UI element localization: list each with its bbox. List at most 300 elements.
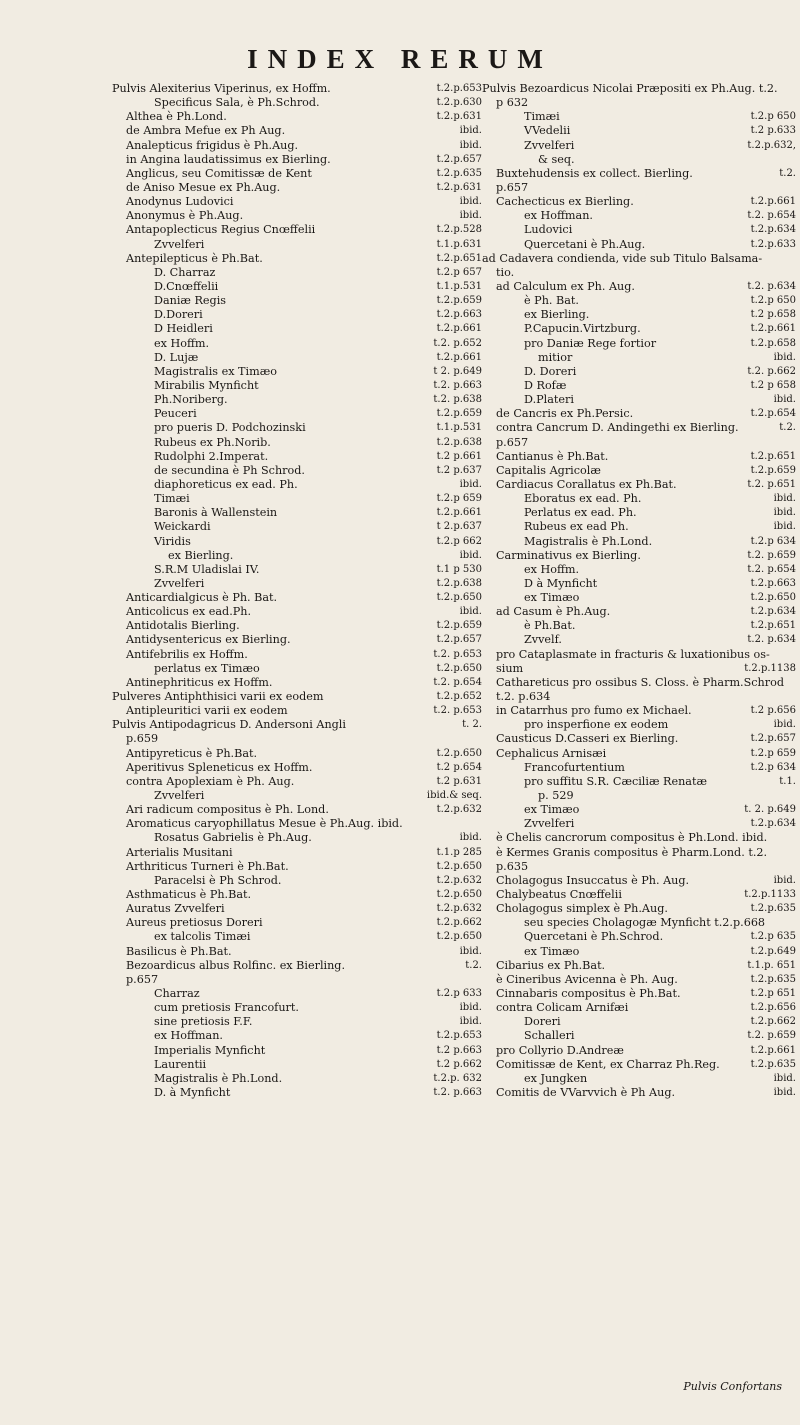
entry-reference: t.2.p 650 bbox=[750, 295, 796, 307]
index-entry bbox=[482, 874, 796, 888]
entry-reference: ibid. bbox=[459, 606, 482, 618]
entry-text: de secundina è Ph Schrod. bbox=[154, 463, 305, 477]
entry-text: Anticardialgicus è Ph. Bat. bbox=[126, 591, 278, 605]
entry-reference: t.2.p.630 bbox=[436, 97, 482, 109]
entry-reference: t.2.p.1138 bbox=[744, 662, 796, 674]
entry-text: Rudolphi 2.Imperat. bbox=[154, 449, 269, 463]
index-entry bbox=[482, 803, 796, 817]
entry-text: Anticolicus ex ead.Ph. bbox=[126, 605, 252, 619]
entry-reference: ibid. bbox=[773, 351, 796, 363]
entry-text: D. à Mynficht bbox=[154, 1085, 231, 1099]
index-entry bbox=[482, 322, 796, 336]
entry-reference: ibid. bbox=[459, 1016, 482, 1028]
index-entry bbox=[482, 846, 796, 860]
entry-text: ex Hoffman. bbox=[154, 1029, 223, 1043]
entry-reference: t.1 p 530 bbox=[436, 563, 482, 575]
entry-text: diaphoreticus ex ead. Ph. bbox=[154, 477, 298, 491]
entry-reference: t.2.p.651 bbox=[750, 450, 796, 462]
entry-text: p.657 bbox=[126, 972, 159, 986]
entry-reference: t.2 p.656 bbox=[750, 705, 796, 717]
entry-text: p 632 bbox=[496, 96, 529, 110]
index-entry bbox=[112, 379, 482, 393]
index-entry bbox=[482, 280, 796, 294]
entry-text: Zvvelferi bbox=[154, 576, 205, 590]
entry-text: perlatus ex Timæo bbox=[154, 661, 260, 675]
entry-reference: t.2.p.659 bbox=[436, 620, 482, 632]
entry-reference: ibid. bbox=[773, 394, 796, 406]
entry-text: mitior bbox=[538, 350, 573, 364]
entry-reference: t.2.p 659 bbox=[436, 493, 482, 505]
entry-reference: ibid. bbox=[459, 210, 482, 222]
index-entry bbox=[112, 1015, 482, 1029]
entry-reference: t.2.p 659 bbox=[750, 747, 796, 759]
right-column bbox=[482, 82, 796, 1100]
entry-reference: t.2.p 662 bbox=[436, 535, 482, 547]
entry-text: Capitalis Agricolæ bbox=[496, 463, 601, 477]
entry-reference: ibid. bbox=[459, 139, 482, 151]
entry-text: ex Hoffman. bbox=[524, 209, 593, 223]
entry-text: Zvvelf. bbox=[524, 633, 562, 647]
entry-text: Magistralis è Ph.Lond. bbox=[154, 1071, 283, 1085]
entry-text: ex Hoffm. bbox=[524, 562, 580, 576]
index-entry bbox=[482, 973, 796, 987]
entry-text: è Chelis cancrorum compositus è Ph.Lond. ibid. bbox=[496, 831, 768, 845]
entry-text: Causticus D.Casseri ex Bierling. bbox=[496, 732, 679, 746]
index-entry bbox=[482, 96, 796, 110]
entry-text: D. Lujæ bbox=[154, 350, 199, 364]
entry-reference: t.2.p.638 bbox=[436, 436, 482, 448]
entry-text: Paracelsi è Ph Schrod. bbox=[154, 873, 282, 887]
entry-reference: t.2.p.638 bbox=[436, 577, 482, 589]
entry-reference: t.2. p.654 bbox=[433, 676, 482, 688]
entry-text: Zvvelferi bbox=[524, 817, 575, 831]
index-entry bbox=[112, 1058, 482, 1072]
entry-text: Cephalicus Arnisæi bbox=[496, 746, 607, 760]
entry-text: Auratus Zvvelferi bbox=[126, 902, 225, 916]
index-entry bbox=[482, 506, 796, 520]
entry-text: Perlatus ex ead. Ph. bbox=[524, 506, 637, 520]
entry-text: Magistralis ex Timæo bbox=[154, 364, 277, 378]
entry-reference: t.2.p.635 bbox=[436, 167, 482, 179]
entry-text: contra Cancrum D. Andingethi ex Bierling. bbox=[496, 421, 739, 435]
entry-reference: t.2.p.661 bbox=[750, 196, 796, 208]
index-entry bbox=[482, 789, 796, 803]
index-entry bbox=[482, 930, 796, 944]
index-entry bbox=[482, 987, 796, 1001]
index-entry bbox=[482, 577, 796, 591]
catchword: Pulvis Confortans bbox=[683, 1380, 782, 1393]
entry-reference: t.2.p 635 bbox=[750, 931, 796, 943]
entry-reference: t. 2. p.649 bbox=[744, 804, 796, 816]
entry-reference: t.2.p 634 bbox=[750, 535, 796, 547]
index-entry bbox=[482, 478, 796, 492]
entry-reference: t.2.p 650 bbox=[750, 111, 796, 123]
index-entry bbox=[112, 747, 482, 761]
entry-reference: t.2 p.637 bbox=[436, 464, 482, 476]
entry-reference: t.1.p.531 bbox=[436, 422, 482, 434]
index-entry bbox=[112, 817, 482, 831]
entry-reference: t.2.p.1133 bbox=[744, 889, 796, 901]
entry-text: Francofurtentium bbox=[524, 760, 625, 774]
entry-reference: t.1.p.531 bbox=[436, 280, 482, 292]
entry-reference: t.2.p.659 bbox=[436, 408, 482, 420]
entry-text: ex Timæo bbox=[524, 803, 580, 817]
entry-reference: t.2.p.658 bbox=[750, 337, 796, 349]
entry-text: Cachecticus ex Bierling. bbox=[496, 195, 634, 209]
entry-text: ex Timæo bbox=[524, 591, 580, 605]
entry-text: Weickardi bbox=[154, 520, 211, 534]
entry-text: D à Mynficht bbox=[524, 576, 598, 590]
index-entry bbox=[112, 110, 482, 124]
entry-text: Charraz bbox=[154, 987, 200, 1000]
entry-text: in Angina laudatissimus ex Bierling. bbox=[126, 152, 331, 166]
entry-text: Baronis à Wallenstein bbox=[154, 506, 278, 520]
entry-text: p.659 bbox=[126, 732, 159, 746]
entry-reference: t.2.p. 632 bbox=[433, 1072, 482, 1084]
index-entry bbox=[112, 846, 482, 860]
entry-text: Cardiacus Corallatus ex Ph.Bat. bbox=[496, 477, 677, 491]
entry-text: D. Charraz bbox=[154, 265, 216, 279]
entry-reference: t.2.p.650 bbox=[436, 931, 482, 943]
index-entry bbox=[112, 280, 482, 294]
entry-reference: t.2.p.657 bbox=[436, 634, 482, 646]
entry-text: Pulvis Alexiterius Viperinus, ex Hoffm. bbox=[112, 82, 331, 95]
index-entry bbox=[482, 421, 796, 435]
index-entry bbox=[112, 492, 482, 506]
index-entry bbox=[482, 238, 796, 252]
entry-text: Pulvis Antipodagricus D. Andersoni Angli bbox=[112, 718, 346, 732]
entry-reference: ibid. bbox=[459, 196, 482, 208]
index-entry bbox=[482, 704, 796, 718]
entry-reference: t.2. p.659 bbox=[747, 1030, 796, 1042]
entry-text: seu species Cholagogæ Mynficht t.2.p.668 bbox=[524, 916, 766, 930]
entry-text: pro Collyrio D.Andreæ bbox=[496, 1043, 624, 1057]
index-entry bbox=[112, 407, 482, 421]
entry-reference: t.2.p.661 bbox=[750, 323, 796, 335]
index-entry bbox=[112, 704, 482, 718]
index-entry bbox=[112, 803, 482, 817]
entry-reference: t.2.p.661 bbox=[436, 351, 482, 363]
entry-reference: ibid. bbox=[773, 493, 796, 505]
index-entry bbox=[482, 153, 796, 167]
index-entry bbox=[482, 294, 796, 308]
index-entry bbox=[482, 676, 796, 690]
entry-reference: t.2.p.653 bbox=[436, 1030, 482, 1042]
entry-text: de Cancris ex Ph.Persic. bbox=[496, 407, 634, 421]
entry-text: tio. bbox=[496, 265, 515, 279]
index-entry bbox=[482, 308, 796, 322]
entry-text: ex Bierling. bbox=[524, 308, 590, 322]
entry-reference: t.2. p.653 bbox=[433, 648, 482, 660]
entry-text: Aureus pretiosus Doreri bbox=[126, 916, 263, 930]
entry-reference: t.2. p.653 bbox=[433, 705, 482, 717]
index-entry bbox=[482, 1072, 796, 1086]
entry-text: Cathareticus pro ossibus S. Closs. è Pharm.Schrod bbox=[496, 675, 784, 689]
entry-reference: t.2.p.659 bbox=[750, 464, 796, 476]
index-entry bbox=[482, 761, 796, 775]
entry-text: D Heidleri bbox=[154, 322, 213, 336]
entry-text: pro suffitu S.R. Cæciliæ Renatæ bbox=[524, 774, 707, 788]
index-entry bbox=[112, 930, 482, 944]
entry-reference: t 2. p.649 bbox=[433, 365, 482, 377]
index-entry bbox=[482, 902, 796, 916]
entry-text: Analepticus frigidus è Ph.Aug. bbox=[126, 138, 299, 152]
index-entry bbox=[112, 1044, 482, 1058]
index-entry bbox=[112, 648, 482, 662]
entry-text: Schalleri bbox=[524, 1029, 575, 1043]
entry-reference: t.2. bbox=[779, 167, 796, 179]
entry-text: t.2. p.634 bbox=[496, 690, 551, 704]
index-entry bbox=[112, 181, 482, 195]
entry-text: Anonymus è Ph.Aug. bbox=[126, 209, 244, 223]
index-entry bbox=[482, 365, 796, 379]
entry-text: pro insperfione ex eodem bbox=[524, 718, 669, 732]
index-entry bbox=[112, 1072, 482, 1086]
entry-reference: ibid. bbox=[459, 832, 482, 844]
entry-text: in Catarrhus pro fumo ex Michael. bbox=[496, 704, 692, 718]
entry-text: D Rofæ bbox=[524, 378, 567, 392]
entry-reference: t.2 p.654 bbox=[436, 761, 482, 773]
entry-text: p.635 bbox=[496, 859, 529, 873]
entry-reference: t.2.p.651 bbox=[436, 252, 482, 264]
entry-reference: t.2.p.632 bbox=[436, 903, 482, 915]
entry-reference: ibid. bbox=[459, 549, 482, 561]
entry-reference: t.2.p.650 bbox=[750, 592, 796, 604]
index-entry bbox=[112, 266, 482, 280]
entry-text: Cibarius ex Ph.Bat. bbox=[496, 958, 606, 972]
entry-text: sium bbox=[496, 661, 524, 675]
entry-reference: t.2.p.650 bbox=[436, 860, 482, 872]
index-entry bbox=[112, 82, 482, 96]
entry-reference: t.2.p.653 bbox=[436, 83, 482, 94]
entry-text: D.Cnœffelii bbox=[154, 279, 219, 293]
entry-reference: t.2.p.632, bbox=[747, 139, 796, 151]
index-entry bbox=[112, 478, 482, 492]
entry-reference: ibid. bbox=[773, 1072, 796, 1084]
entry-text: de Ambra Mefue ex Ph Aug. bbox=[126, 124, 286, 138]
entry-reference: t.2 p.661 bbox=[436, 450, 482, 462]
entry-text: Aperitivus Spleneticus ex Hoffm. bbox=[126, 760, 313, 774]
index-entry bbox=[112, 732, 482, 746]
entry-text: Antidysentericus ex Bierling. bbox=[126, 633, 291, 647]
entry-text: Buxtehudensis ex collect. Bierling. bbox=[496, 166, 693, 180]
entry-text: Chalybeatus Cnœffelii bbox=[496, 888, 622, 902]
index-entry bbox=[482, 1086, 796, 1100]
index-entry bbox=[482, 1001, 796, 1015]
index-entry bbox=[482, 492, 796, 506]
index-entry bbox=[112, 619, 482, 633]
index-entry bbox=[112, 789, 482, 803]
entry-reference: t.2 p.658 bbox=[750, 309, 796, 321]
index-entry bbox=[112, 690, 482, 704]
entry-reference: t.2.p 651 bbox=[750, 988, 796, 999]
index-entry bbox=[112, 577, 482, 591]
index-entry bbox=[482, 223, 796, 237]
entry-reference: t.2.p.652 bbox=[436, 691, 482, 703]
entry-text: Comitissæ de Kent, ex Charraz Ph.Reg. bbox=[496, 1057, 720, 1071]
entry-reference: t.2. p.654 bbox=[747, 210, 796, 222]
entry-reference: t.2.p.662 bbox=[436, 917, 482, 929]
index-entry bbox=[112, 238, 482, 252]
entry-text: Rubeus ex ead Ph. bbox=[524, 520, 629, 534]
entry-text: pro pueris D. Podchozinski bbox=[154, 421, 306, 435]
entry-text: ex Hoffm. bbox=[154, 336, 210, 350]
entry-reference: t.2.p.659 bbox=[436, 295, 482, 307]
index-entry bbox=[112, 506, 482, 520]
index-entry bbox=[112, 676, 482, 690]
entry-reference: ibid. bbox=[459, 945, 482, 957]
entry-reference: t.1.p. 651 bbox=[747, 959, 796, 971]
entry-text: Cholagogus Insuccatus è Ph. Aug. bbox=[496, 873, 690, 887]
entry-reference: t.2.p.661 bbox=[436, 323, 482, 335]
entry-text: Imperialis Mynficht bbox=[154, 1043, 266, 1057]
entry-text: Althea è Ph.Lond. bbox=[126, 110, 227, 124]
entry-text: Magistralis è Ph.Lond. bbox=[524, 534, 653, 548]
entry-reference: ibid. bbox=[773, 874, 796, 886]
entry-reference: t.2.p.633 bbox=[750, 238, 796, 250]
index-entry bbox=[112, 1029, 482, 1043]
entry-text: Anglicus, seu Comitissæ de Kent bbox=[126, 166, 312, 180]
entry-text: Viridis bbox=[154, 534, 191, 548]
index-entry bbox=[482, 860, 796, 874]
entry-text: Antinephriticus ex Hoffm. bbox=[126, 675, 273, 689]
entry-text: p.657 bbox=[496, 180, 529, 194]
entry-reference: t.2. p.651 bbox=[747, 478, 796, 490]
entry-reference: t.2.p.651 bbox=[750, 620, 796, 632]
entry-text: Laurentii bbox=[154, 1057, 207, 1071]
entry-reference: t.2 p.663 bbox=[436, 1044, 482, 1056]
index-entry bbox=[112, 888, 482, 902]
entry-reference: ibid. bbox=[459, 125, 482, 137]
entry-reference: t.2.p.650 bbox=[436, 747, 482, 759]
index-entry bbox=[112, 351, 482, 365]
index-entry bbox=[112, 1001, 482, 1015]
index-entry bbox=[482, 591, 796, 605]
index-entry bbox=[112, 322, 482, 336]
entry-text: D.Plateri bbox=[524, 393, 574, 407]
entry-text: Doreri bbox=[524, 1015, 561, 1029]
entry-text: Antifebrilis ex Hoffm. bbox=[126, 647, 248, 661]
index-entry bbox=[112, 450, 482, 464]
entry-text: contra Colicam Arnifæi bbox=[496, 1001, 629, 1015]
entry-text: Ludovici bbox=[524, 223, 573, 237]
index-entry bbox=[112, 718, 482, 732]
index-entry bbox=[112, 209, 482, 223]
index-entry bbox=[482, 195, 796, 209]
entry-reference: t.2. p.638 bbox=[433, 394, 482, 406]
entry-text: Antipleuritici varii ex eodem bbox=[126, 704, 288, 718]
index-entry bbox=[482, 633, 796, 647]
entry-text: Aromaticus caryophillatus Mesue è Ph.Aug. ibid. bbox=[126, 817, 403, 831]
index-entry bbox=[482, 110, 796, 124]
index-entry bbox=[482, 831, 796, 845]
index-entry bbox=[482, 732, 796, 746]
entry-text: Cholagogus simplex è Ph.Aug. bbox=[496, 902, 668, 916]
index-entry bbox=[482, 407, 796, 421]
index-entry bbox=[482, 252, 796, 266]
entry-reference: t.2.p.650 bbox=[436, 662, 482, 674]
index-entry bbox=[482, 690, 796, 704]
index-entry bbox=[112, 223, 482, 237]
entry-text: è Ph. Bat. bbox=[524, 294, 579, 308]
entry-reference: t.2. p.634 bbox=[747, 634, 796, 646]
entry-reference: t.2.p.663 bbox=[750, 577, 796, 589]
index-entry bbox=[482, 351, 796, 365]
index-entry bbox=[112, 421, 482, 435]
entry-text: Zvvelferi bbox=[524, 138, 575, 152]
entry-text: ad Casum è Ph.Aug. bbox=[496, 605, 611, 619]
entry-text: de Aniso Mesue ex Ph.Aug. bbox=[126, 180, 281, 194]
index-entry bbox=[482, 520, 796, 534]
entry-text: Eboratus ex ead. Ph. bbox=[524, 492, 642, 506]
index-entry bbox=[112, 945, 482, 959]
entry-reference: t.2.p.632 bbox=[436, 804, 482, 816]
entry-text: Peuceri bbox=[154, 407, 197, 421]
entry-text: Pulvis Bezoardicus Nicolai Præpositi ex Ph.Aug. t.2. bbox=[482, 82, 778, 95]
entry-reference: t.2.p.634 bbox=[750, 224, 796, 236]
index-entry bbox=[112, 337, 482, 351]
entry-text: ex Jungken bbox=[524, 1071, 588, 1085]
index-entry bbox=[482, 1044, 796, 1058]
entry-text: D.Doreri bbox=[154, 308, 203, 322]
index-entry bbox=[482, 945, 796, 959]
index-entry bbox=[482, 747, 796, 761]
entry-reference: t.2.p.663 bbox=[436, 309, 482, 321]
index-entry bbox=[482, 450, 796, 464]
entry-reference: t.2.p.635 bbox=[750, 1058, 796, 1070]
index-entry bbox=[112, 365, 482, 379]
index-entry bbox=[112, 139, 482, 153]
entry-text: Comitis de VVarvvich è Ph Aug. bbox=[496, 1085, 676, 1099]
entry-reference: t.1.p.631 bbox=[436, 238, 482, 250]
entry-reference: t.2.p.650 bbox=[436, 592, 482, 604]
entry-text: Quercetani è Ph.Aug. bbox=[524, 237, 646, 251]
entry-text: Specificus Sala, è Ph.Schrod. bbox=[154, 96, 320, 110]
index-entry bbox=[112, 605, 482, 619]
entry-reference: t.2 p 658 bbox=[750, 379, 796, 391]
entry-reference: t.2.p.631 bbox=[436, 181, 482, 193]
entry-reference: t.2. p.663 bbox=[433, 379, 482, 391]
entry-reference: ibid. bbox=[459, 478, 482, 490]
entry-text: è Kermes Granis compositus è Pharm.Lond. t.2. bbox=[496, 845, 768, 859]
index-entry bbox=[482, 82, 796, 96]
entry-text: è Cineribus Avicenna è Ph. Aug. bbox=[496, 972, 678, 986]
entry-text: Arterialis Musitani bbox=[126, 845, 233, 859]
entry-text: VVedelii bbox=[524, 124, 571, 138]
entry-reference: t.2.p.649 bbox=[750, 945, 796, 957]
entry-text: ad Calculum ex Ph. Aug. bbox=[496, 279, 635, 293]
index-entry bbox=[112, 535, 482, 549]
index-entry bbox=[112, 874, 482, 888]
index-entry bbox=[482, 605, 796, 619]
index-entry bbox=[112, 563, 482, 577]
entry-reference: t.2.p.661 bbox=[436, 507, 482, 519]
entry-reference: t.2.p.635 bbox=[750, 903, 796, 915]
entry-reference: t.2 p.631 bbox=[436, 775, 482, 787]
entry-text: Carminativus ex Bierling. bbox=[496, 548, 641, 562]
entry-reference: t.2. p.659 bbox=[747, 549, 796, 561]
index-entry bbox=[112, 662, 482, 676]
entry-text: Arthriticus Turneri è Ph.Bat. bbox=[126, 859, 289, 873]
entry-reference: t.2. p.662 bbox=[747, 365, 796, 377]
entry-reference: t.2.p.657 bbox=[436, 153, 482, 165]
entry-text: p. 529 bbox=[538, 789, 574, 803]
index-entry bbox=[482, 563, 796, 577]
entry-reference: t.2. p.634 bbox=[747, 280, 796, 292]
entry-reference: t.2.p.528 bbox=[436, 224, 482, 236]
index-entry bbox=[112, 633, 482, 647]
entry-reference: t.2.p.634 bbox=[750, 606, 796, 618]
